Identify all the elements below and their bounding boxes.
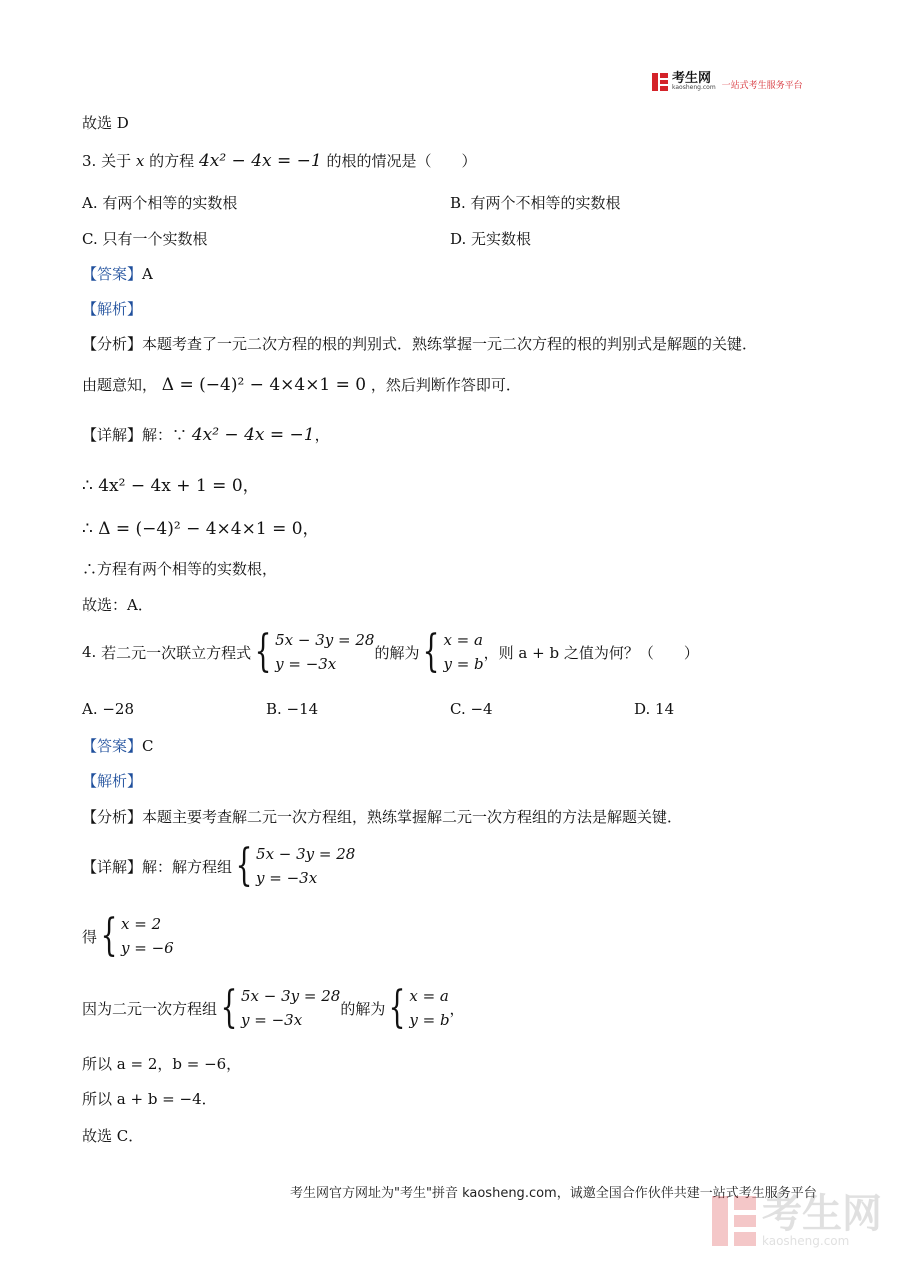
q4-option-a: A. −28 (82, 700, 135, 718)
q3-answer-line (82, 263, 153, 284)
q4-sys6-eq1: x = a (409, 987, 449, 1005)
q3-step1: ∴ 4x² − 4x + 1 = 0， (82, 476, 260, 496)
q3-fenxi-line (82, 333, 757, 354)
q4-system-3: { 5x − 3y = 28 y = −3x (235, 840, 356, 891)
q3-fenxi: 本题考查了一元二次方程的根的判别式．熟练掌握一元二次方程的根的判别式是解题的关键． (142, 335, 758, 353)
q3-final: 故选：A． (82, 596, 153, 614)
q3-analysis-tag: 【解析】 (82, 300, 143, 318)
q4-because-line (82, 984, 465, 1032)
q4-option-c: C. −4 (450, 700, 493, 718)
q4-stem-pre: 若二元一次联立方程式 (101, 643, 252, 662)
q3-stem (82, 150, 477, 171)
q3-equation: 4x² − 4x = −1 (198, 151, 322, 171)
q4-sys5-eq1: 5x − 3y = 28 (241, 987, 341, 1005)
q4-sys1-eq2: y = −3x (275, 655, 337, 673)
q4-fenxi-line (82, 806, 682, 827)
q4-sys4-eq2: y = −6 (121, 939, 174, 957)
q3-stem-var: x (135, 152, 145, 170)
q4-stem-mid: 的解为 (374, 643, 420, 662)
q4-sys3-eq2: y = −3x (256, 869, 318, 887)
q4-answer: C (142, 737, 154, 755)
q3-answer-tag: 【答案】 (82, 265, 143, 283)
q4-system-2: { x = a y = b (423, 626, 484, 677)
q4-de-line (82, 912, 174, 960)
logo-name: 考生网 (672, 71, 712, 86)
q4-fenxi-tag: 【分析】 (82, 808, 143, 826)
q4-answer-line (82, 735, 154, 756)
logo-slogan: 一站式考生服务平台 (721, 81, 803, 91)
q3-stem-pre: 关于 (101, 152, 132, 170)
q3-line2-post: ，然后判断作答即可． (370, 376, 521, 394)
q4-sys2-eq1: x = a (443, 631, 483, 649)
q4-sys1-eq1: 5x − 3y = 28 (275, 631, 375, 649)
q3-xiangjie-eq: 4x² − 4x = −1 (191, 425, 315, 445)
watermark-name: 考生网 (762, 1191, 882, 1237)
q4-option-b: B. −14 (266, 700, 319, 718)
prev-answer: 故选 D (82, 114, 129, 132)
q3-option-d: D. 无实数根 (450, 230, 532, 248)
q3-line2-eq: Δ = (−4)² − 4×4×1 = 0 (161, 375, 367, 395)
q3-xiangjie-post: ， (314, 426, 330, 444)
q4-sys2-eq2: y = b (443, 655, 484, 673)
q3-stem-post: 的根的情况是（ ） (326, 152, 477, 170)
q3-fenxi-tag: 【分析】 (82, 335, 143, 353)
q3-line2-pre: 由题意知， (82, 376, 158, 394)
q4-analysis-tag: 【解析】 (82, 772, 143, 790)
q4-sys6-eq2: y = b (409, 1011, 450, 1029)
q3-option-c: C. 只有一个实数根 (82, 230, 208, 248)
site-logo (652, 72, 803, 91)
q4-answer-tag: 【答案】 (82, 737, 143, 755)
q4-so2: 所以 a + b = −4． (82, 1090, 217, 1108)
footer-text: 考生网官方网址为"考生"拼音 kaosheng.com，诚邀全国合作伙伴共建一站式考生服务平台 (290, 1186, 817, 1201)
q3-step2: ∴ Δ = (−4)² − 4×4×1 = 0， (82, 519, 320, 539)
q4-xiangjie-line (82, 842, 355, 890)
q4-system-5: { 5x − 3y = 28 y = −3x (220, 982, 341, 1033)
q4-final: 故选 C． (82, 1127, 144, 1145)
watermark (712, 1191, 882, 1248)
q4-sys3-eq1: 5x − 3y = 28 (256, 845, 356, 863)
q3-option-b: B. 有两个不相等的实数根 (450, 194, 621, 212)
logo-url: kaosheng.com (672, 84, 716, 91)
q4-xiangjie-pre: 解：解方程组 (142, 857, 233, 876)
q4-because-mid: 的解为 (340, 999, 386, 1018)
q4-de: 得 (82, 927, 98, 946)
q3-option-a: A. 有两个相等的实数根 (82, 194, 238, 212)
q4-system-4: { x = 2 y = −6 (100, 910, 174, 961)
q3-answer: A (142, 265, 153, 283)
q3-number: 3. (82, 152, 97, 170)
q4-stem-post: ，则 a + b 之值为何？（ ） (483, 643, 699, 662)
watermark-url: kaosheng.com (762, 1234, 850, 1248)
q4-number: 4. (82, 643, 97, 661)
q4-sys4-eq1: x = 2 (121, 915, 162, 933)
q3-step3: ∴方程有两个相等的实数根， (82, 560, 278, 578)
q3-xiangjie-line (82, 424, 330, 445)
logo-mark-icon (652, 73, 668, 91)
q4-because-pre: 因为二元一次方程组 (82, 999, 218, 1018)
q4-because-post: ， (449, 999, 465, 1018)
q4-xiangjie-tag: 【详解】 (82, 857, 143, 876)
q3-xiangjie-pre: 解：∵ (142, 426, 188, 444)
q4-system-1: { 5x − 3y = 28 y = −3x (254, 626, 375, 677)
q3-analysis-line2 (82, 374, 521, 395)
q3-xiangjie-tag: 【详解】 (82, 426, 143, 444)
q4-option-d: D. 14 (634, 700, 675, 718)
q3-stem-mid: 的方程 (149, 152, 195, 170)
q4-so1: 所以 a = 2，b = −6， (82, 1055, 242, 1073)
q4-system-6: { x = a y = b (388, 982, 450, 1033)
q4-stem (82, 628, 699, 676)
q4-sys5-eq2: y = −3x (241, 1011, 303, 1029)
q4-fenxi: 本题主要考查解二元一次方程组，熟练掌握解二元一次方程组的方法是解题关键． (142, 808, 683, 826)
watermark-mark-icon (712, 1196, 756, 1246)
